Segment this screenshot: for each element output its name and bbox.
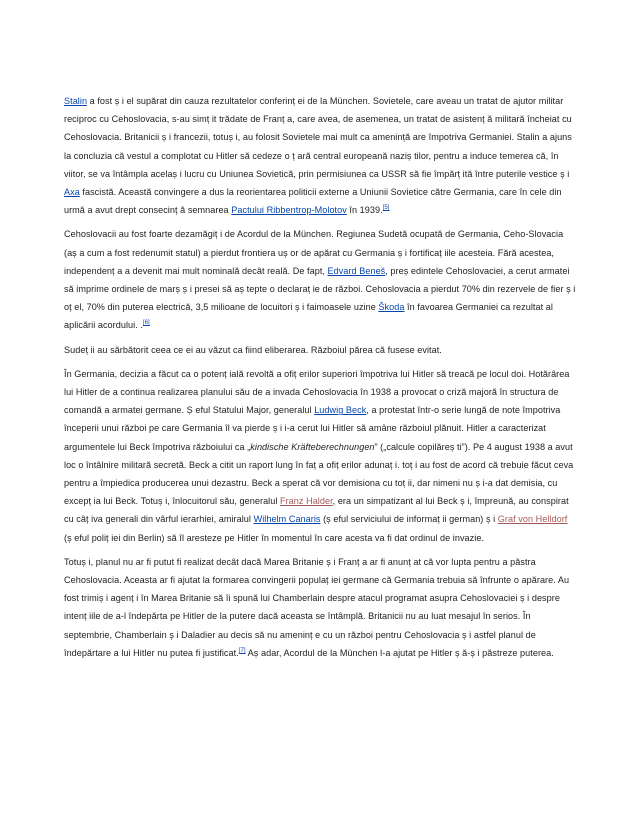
text-span: Sudeț ii au sărbătorit ceea ce ei au văzut ca fiind eliberarea. Războiul părea că fusese evitat. (64, 344, 442, 355)
text-span: ” („calcule copilăreș ti”). Pe 4 august 1938 a avut loc o întâlnire militară secretă. Beck a citit un raport lung în faț a ofiț erilor adunaț i. toț i au fost de acord că trebuie făcut ceva pentru a împiedica producerea unui dezastru. Beck a sperat că vor demisiona cu toț ii, dar nimeni nu ș i-a dat demisia, cu excepț ia lui Beck. Totuș i, înlocuitorul său, generalul (64, 441, 574, 507)
link-axa[interactable]: Axa (64, 187, 80, 198)
link-graf-von-helldorf[interactable]: Graf von Helldorf (497, 514, 568, 525)
link-stalin[interactable]: Stalin (64, 96, 88, 106)
paragraph-stalin (64, 92, 576, 219)
link-skoda[interactable]: Škoda (378, 302, 405, 313)
text-span: în 1939. (346, 205, 383, 216)
paragraph-germania (64, 365, 576, 547)
reference-5[interactable] (383, 205, 390, 211)
link-wilhelm-canaris[interactable]: Wilhelm Canaris (253, 514, 321, 525)
text-span: , preș edintele Cehoslovaciei, a cerut armatei să imprime ordinele de marș ș i presei să aș tepte o declaraț ie de război. Cehoslovacia a pierdut 70% din rezervele de fier ș i oț el, 70% din puterea electrică, 3,5 milioane de locuitori ș i faimoasele uzine (64, 265, 576, 313)
text-span: Cehoslovacii au fost foarte dezamăgiț i de Acordul de la München. Regiunea Sudetă ocupată de Germania, Ceho-Slovacia (aș a cum a fost redenumit statul) a pierdut frontiera uș or de apărat cu Germania ș i fortificaț iile acesteia. Fără acestea, independenț a a devenit mai mult nominală decât reală. De fapt, (64, 229, 564, 276)
reference-link[interactable]: [6] (142, 320, 150, 327)
link-pact-ribbentrop-molotov[interactable]: Pactului Ribbentrop-Molotov (231, 205, 347, 216)
text-span: (ș eful serviciului de informaț ii german) ș i (320, 514, 498, 525)
paragraph-sudetii (64, 341, 576, 359)
text-span: , a protestat într-o serie lungă de note împotriva începerii unui război pe care Germania îl va pierde ș i i-a cerut lui Hitler să amâne războiul plănuit. Hitler a caracterizat argumentele lui Beck împotriva războiului ca „ (64, 405, 561, 452)
paragraph-totusi (64, 553, 576, 662)
document-body (64, 92, 576, 668)
reference-link[interactable]: [5] (382, 205, 390, 212)
link-edvard-benes[interactable]: Edvard Beneš (327, 265, 386, 276)
paragraph-cehoslovacii (64, 225, 576, 334)
text-span: În Germania, decizia a făcut ca o potenț ială revoltă a ofiț erilor superiori împotriva lui Hitler să treacă pe locul doi. Hotărârea lui Hitler de a continua realizarea planului său de a invada Cehoslovacia în 1938 a provocat o criză majoră în structura de comandă a armatei germane. Ș eful Statului Major, generalul (64, 368, 570, 416)
text-span: Totuș i, planul nu ar fi putut fi realizat decât dacă Marea Britanie ș i Franț a ar fi anunț at că vor lupta pentru a păstra Cehoslovacia. Aceasta ar fi ajutat la formarea convingerii populaț iei germane că Germania trebuia să înfrunte o apărare. Au fost trimiș i agenț i în Marea Britanie să îi spună lui Chamberlain despre atacul programat asupra Cehoslovaciei ș i despre intenț iile de a-l îndepărta pe Hitler de la putere dacă aceasta se întâmplă. Britanicii nu au luat mesajul în serios. În septembrie, Chamberlain ș i Daladier au decis să nu ameninț e cu un război pentru Cehoslovacia ș i astfel planul de îndepărtare a lui Hitler nu putea fi justificat. (64, 556, 570, 658)
text-span: , era un simpatizant al lui Beck ș i, împreună, au conspirat cu câț iva generali din vârful ierarhiei, amiralul (64, 496, 569, 525)
reference-6[interactable] (143, 320, 150, 326)
reference-7[interactable] (239, 648, 246, 654)
text-span: (ș eful poliț iei din Berlin) să îl aresteze pe Hitler în momentul în care acesta va fi dat ordinul de invazie. (64, 532, 485, 543)
reference-link[interactable]: [7] (238, 647, 246, 654)
text-span: Aș adar, Acordul de la München l-a ajutat pe Hitler ș ă-ș i păstreze puterea. (245, 647, 554, 658)
text-span: în favoarea Germaniei ca rezultat al aplicării acordului. . (64, 302, 553, 331)
text-span: a fost ș i el supărat din cauza rezultatelor conferinț ei de la München. Sovietele, care aveau un tratat de ajutor militar reciproc cu Cehoslovacia, s-au simț it trădate de Franț a, care avea, de asemenea, un tratat de asistenț ă militară încheiat cu Cehoslovacia. Britanicii ș i francezii, totuș i, au folosit Sovietele mai mult ca amenință are împotriva Germaniei. Stalin a ajuns la concluzia că vestul a complotat cu Hitler să cedeze o ț ară central europeană naziș tilor, pentru a induce temerea că, în viitor, se va întâmpla acelaș i lucru cu Uniunea Sovietică, prin permisiunea ca USSR să fie împărț ită între puterile vestice ș i (64, 96, 572, 179)
link-franz-halder[interactable]: Franz Halder (280, 496, 333, 507)
text-span: fascistă. Această convingere a dus la reorientarea politicii externe a Uniunii Sovietice către Germania, care în cele din urmă a avut drept consecinț ă semnarea (64, 187, 562, 216)
link-ludwig-beck[interactable]: Ludwig Beck (314, 405, 367, 416)
italic-term: kindische Kräfteberechnungen (250, 441, 375, 452)
